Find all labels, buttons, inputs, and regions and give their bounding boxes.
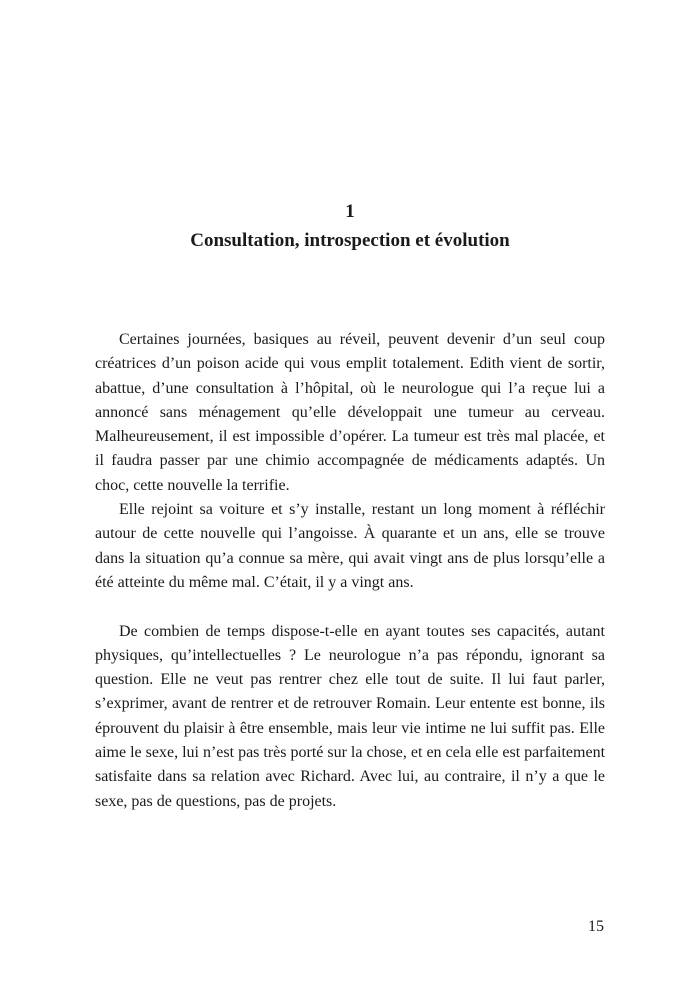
paragraph: Elle rejoint sa voiture et s’y installe, restant un long moment à réfléchir autour de cette nouvelle qui l’angoisse. À quarante et un ans, elle se trouve dans la situation qu’a connue sa mère, qui avait vingt ans de plus lorsqu’elle a été atteinte du même mal. C’était, il y a vingt ans. <box>95 501 605 591</box>
paragraph: De combien de temps dispose-t-elle en ayant toutes ses capacités, autant physiques, qu’intellectuelles ? Le neurologue n’a pas répondu, ignorant sa question. Elle ne veut pas rentrer chez elle tout de suite. Il lui faut parler, s’exprimer, avant de rentrer et de retrouver Romain. Leur entente est bonne, ils éprouvent du plaisir à être ensemble, mais leur vie intime ne lui suffit pas. Elle aime le sexe, lui n’est pas très porté sur la chose, et en cela elle est parfaitement satisfaite dans sa relation avec Richard. Avec lui, au contraire, il n’y a que le sexe, pas de questions, pas de projets. <box>95 622 606 810</box>
paragraph: Certaines journées, basiques au réveil, peuvent devenir d’un seul coup créatrices d’un poison acide qui vous emplit totalement. Edith vient de sortir, abattue, d’une consultation à l’hôpital, où le neurologue qui l’a reçue lui a annoncé sans ménagement qu’elle développait une tumeur au cerveau. Malheureusement, il est impossible d’opérer. La tumeur est très mal placée, et il faudra passer par une chimio accompagnée de médicaments adaptés. Un choc, cette nouvelle la terrifie. <box>95 331 605 494</box>
page-number: 15 <box>588 918 604 935</box>
chapter-body <box>95 328 605 814</box>
chapter-number: 1 <box>345 201 355 222</box>
chapter-title: Consultation, introspection et évolution <box>190 230 510 251</box>
